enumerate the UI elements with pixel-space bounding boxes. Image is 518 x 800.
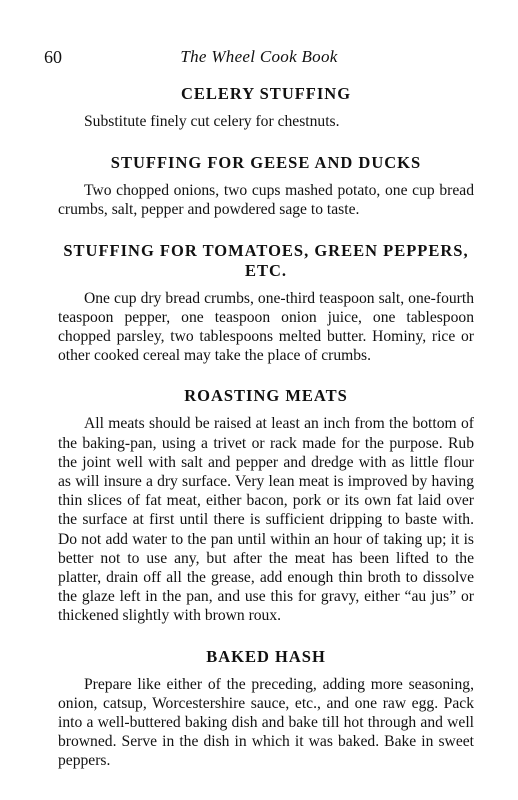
- section-body: All meats should be raised at least an inch from the bottom of the baking-pan, using a trivet or rack made for the purpose. Rub the joint well with salt and pepper and dredge with as little flour as will insure a dry surface. Very lean meat is improved by having thin slices of fat meat, either bacon, pork or its own fat laid over the surface at first until there is sufficient dripping to baste with. Do not add water to the pan until within an hour of taking up; it is better not to use any, but after the meat has been lifted to the platter, drain off all the grease, add enough thin broth to dissolve the glaze left in the pan, and use this for gravy, either “au jus” or thickened slightly with brown roux.: [58, 415, 474, 625]
- section-heading: STUFFING FOR GEESE AND DUCKS: [110, 153, 422, 173]
- page-content: [58, 84, 474, 771]
- section-heading: STUFFING FOR TOMATOES, GREEN PEPPERS, ETC.: [63, 240, 469, 280]
- section-heading: ROASTING MEATS: [184, 386, 348, 406]
- page-header: [44, 47, 474, 71]
- section-body: Prepare like either of the preceding, adding more seasoning, onion, catsup, Worcestershire sauce, etc., and one raw egg. Pack into a well-buttered baking dish and bake till hot through and well browned. Serve in the dish in which it was baked. Bake in sweet peppers.: [58, 675, 474, 770]
- section-heading: CELERY STUFFING: [180, 84, 352, 103]
- section-body: Substitute finely cut celery for chestnuts.: [84, 113, 340, 130]
- section-celery-stuffing: [58, 84, 474, 131]
- section-heading: BAKED HASH: [206, 646, 326, 666]
- section-baked-hash: [58, 647, 474, 771]
- section-stuffing-tomatoes-peppers: [58, 241, 474, 366]
- section-body: One cup dry bread crumbs, one-third teaspoon salt, one-fourth teaspoon pepper, one teaspoon onion juice, one tablespoon chopped parsley, two tablespoons melted butter. Hominy, rice or other cooked cereal may take the place of crumbs.: [58, 289, 474, 365]
- section-stuffing-geese-ducks: [58, 153, 474, 219]
- section-body: Two chopped onions, two cups mashed potato, one cup bread crumbs, salt, pepper and powdered sage to taste.: [58, 182, 474, 219]
- section-roasting-meats: [58, 386, 474, 625]
- running-title: The Wheel Cook Book: [180, 47, 338, 66]
- page-number: 60: [44, 47, 62, 67]
